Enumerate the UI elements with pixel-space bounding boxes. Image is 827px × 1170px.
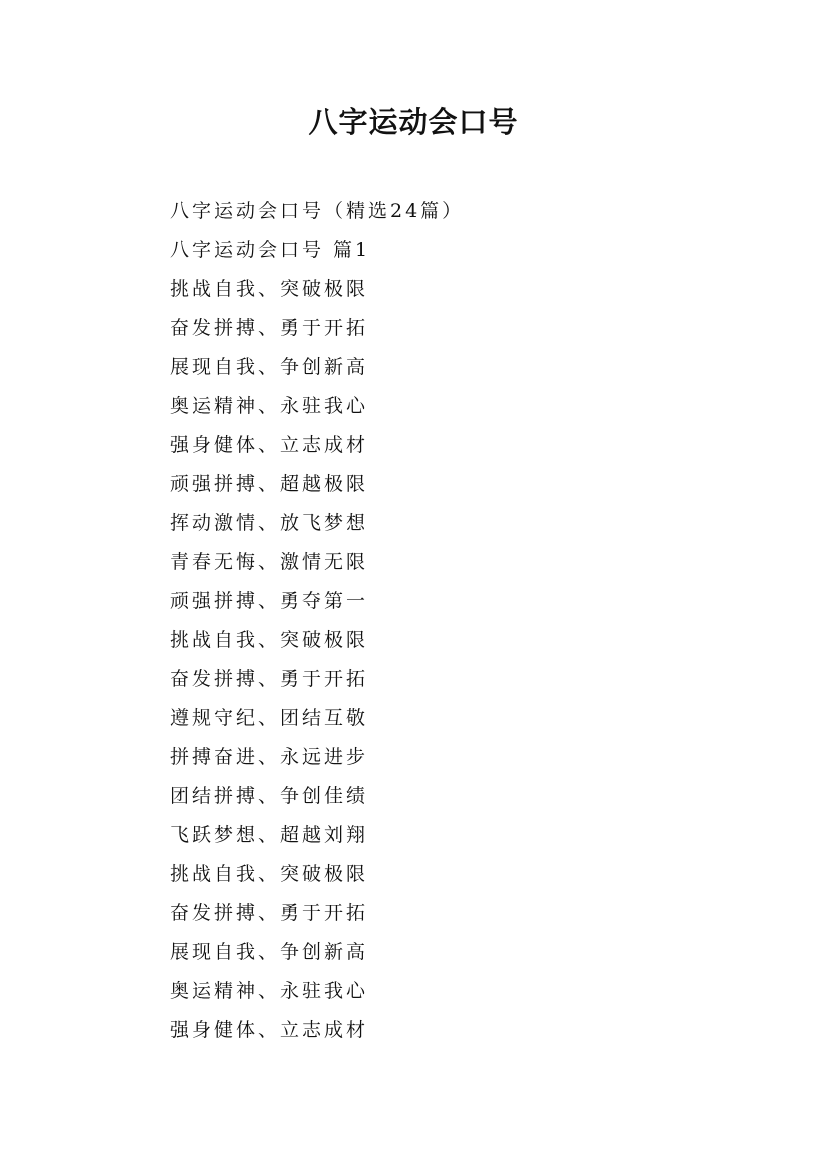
slogan-line: 拼搏奋进、永远进步 (170, 746, 369, 768)
section-heading: 八字运动会口号 篇1 (170, 239, 371, 261)
slogan-line: 挑战自我、突破极限 (170, 278, 369, 300)
slogan-line: 展现自我、争创新高 (170, 356, 369, 378)
slogan-line: 遵规守纪、团结互敬 (170, 707, 369, 729)
slogan-line: 奥运精神、永驻我心 (170, 395, 369, 417)
slogan-line: 挑战自我、突破极限 (170, 863, 369, 885)
slogan-line: 奋发拼搏、勇于开拓 (170, 668, 369, 690)
document-body (170, 192, 770, 1050)
slogan-line: 顽强拼搏、勇夺第一 (170, 590, 369, 612)
slogan-line: 挥动激情、放飞梦想 (170, 512, 369, 534)
slogan-line: 挑战自我、突破极限 (170, 629, 369, 651)
slogan-line: 飞跃梦想、超越刘翔 (170, 824, 369, 846)
slogan-line: 奋发拼搏、勇于开拓 (170, 317, 369, 339)
slogan-line: 展现自我、争创新高 (170, 941, 369, 963)
collection-heading: 八字运动会口号（精选24篇） (170, 200, 465, 222)
slogan-line: 奋发拼搏、勇于开拓 (170, 902, 369, 924)
slogan-line: 奥运精神、永驻我心 (170, 980, 369, 1002)
document-title: 八字运动会口号 (308, 105, 519, 139)
slogan-line: 青春无悔、激情无限 (170, 551, 369, 573)
slogan-line: 强身健体、立志成材 (170, 1019, 369, 1041)
slogan-line: 团结拼搏、争创佳绩 (170, 785, 369, 807)
slogan-line: 顽强拼搏、超越极限 (170, 473, 369, 495)
slogan-line: 强身健体、立志成材 (170, 434, 369, 456)
